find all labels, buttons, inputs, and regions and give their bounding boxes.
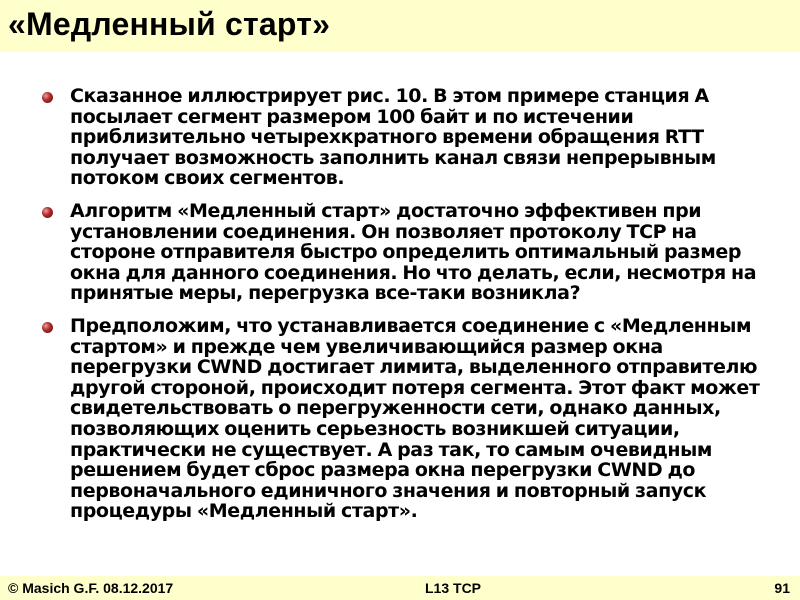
- bullet-item-1: [42, 86, 777, 189]
- footer-lecture-label: L13 TCP: [425, 580, 482, 596]
- red-sphere-bullet-icon: [42, 322, 53, 333]
- footer-copyright: © Masich G.F. 08.12.2017: [8, 580, 174, 596]
- bullet-text-1: Сказанное иллюстрирует рис. 10. В этом примере станция А посылает сегмент размером 100 байт и по истечении приблизительно четырехкратного времени обращения RTT получает возможность заполнить канал связи непрерывным потоком своих сегментов.: [70, 85, 716, 190]
- red-sphere-bullet-icon: [42, 92, 53, 103]
- title-bar: [0, 0, 800, 52]
- slide-title: «Медленный старт»: [8, 6, 331, 42]
- footer-page-number: 91: [774, 580, 790, 596]
- bullet-item-3: [42, 316, 777, 522]
- footer-bar: [0, 576, 800, 600]
- slide-content: [42, 86, 777, 534]
- bullet-text-3: Предположим, что устанавливается соединение с «Медленным стартом» и прежде чем увеличивающийся размер окна перегрузки CWND достигает лимита, выделенного отправителю другой стороной, происходит потеря сегмента. Этот факт может свидетельствовать о перегруженности сети, однако данных, позволяющих оценить серьезность возникшей ситуации, практически не существует. А раз так, то самым очевидным решением будет сброс размера окна перегрузки CWND до первоначального единичного значения и повторный запуск процедуры «Медленный старт».: [70, 314, 760, 523]
- red-sphere-bullet-icon: [42, 207, 53, 218]
- bullet-item-2: [42, 201, 777, 304]
- bullet-text-2: Алгоритм «Медленный старт» достаточно эффективен при установлении соединения. Он позволяет протоколу TCP на стороне отправителя быстро определить оптимальный размер окна для данного соединения. Но что делать, если, несмотря на принятые меры, перегрузка все-таки возникла?: [70, 199, 757, 305]
